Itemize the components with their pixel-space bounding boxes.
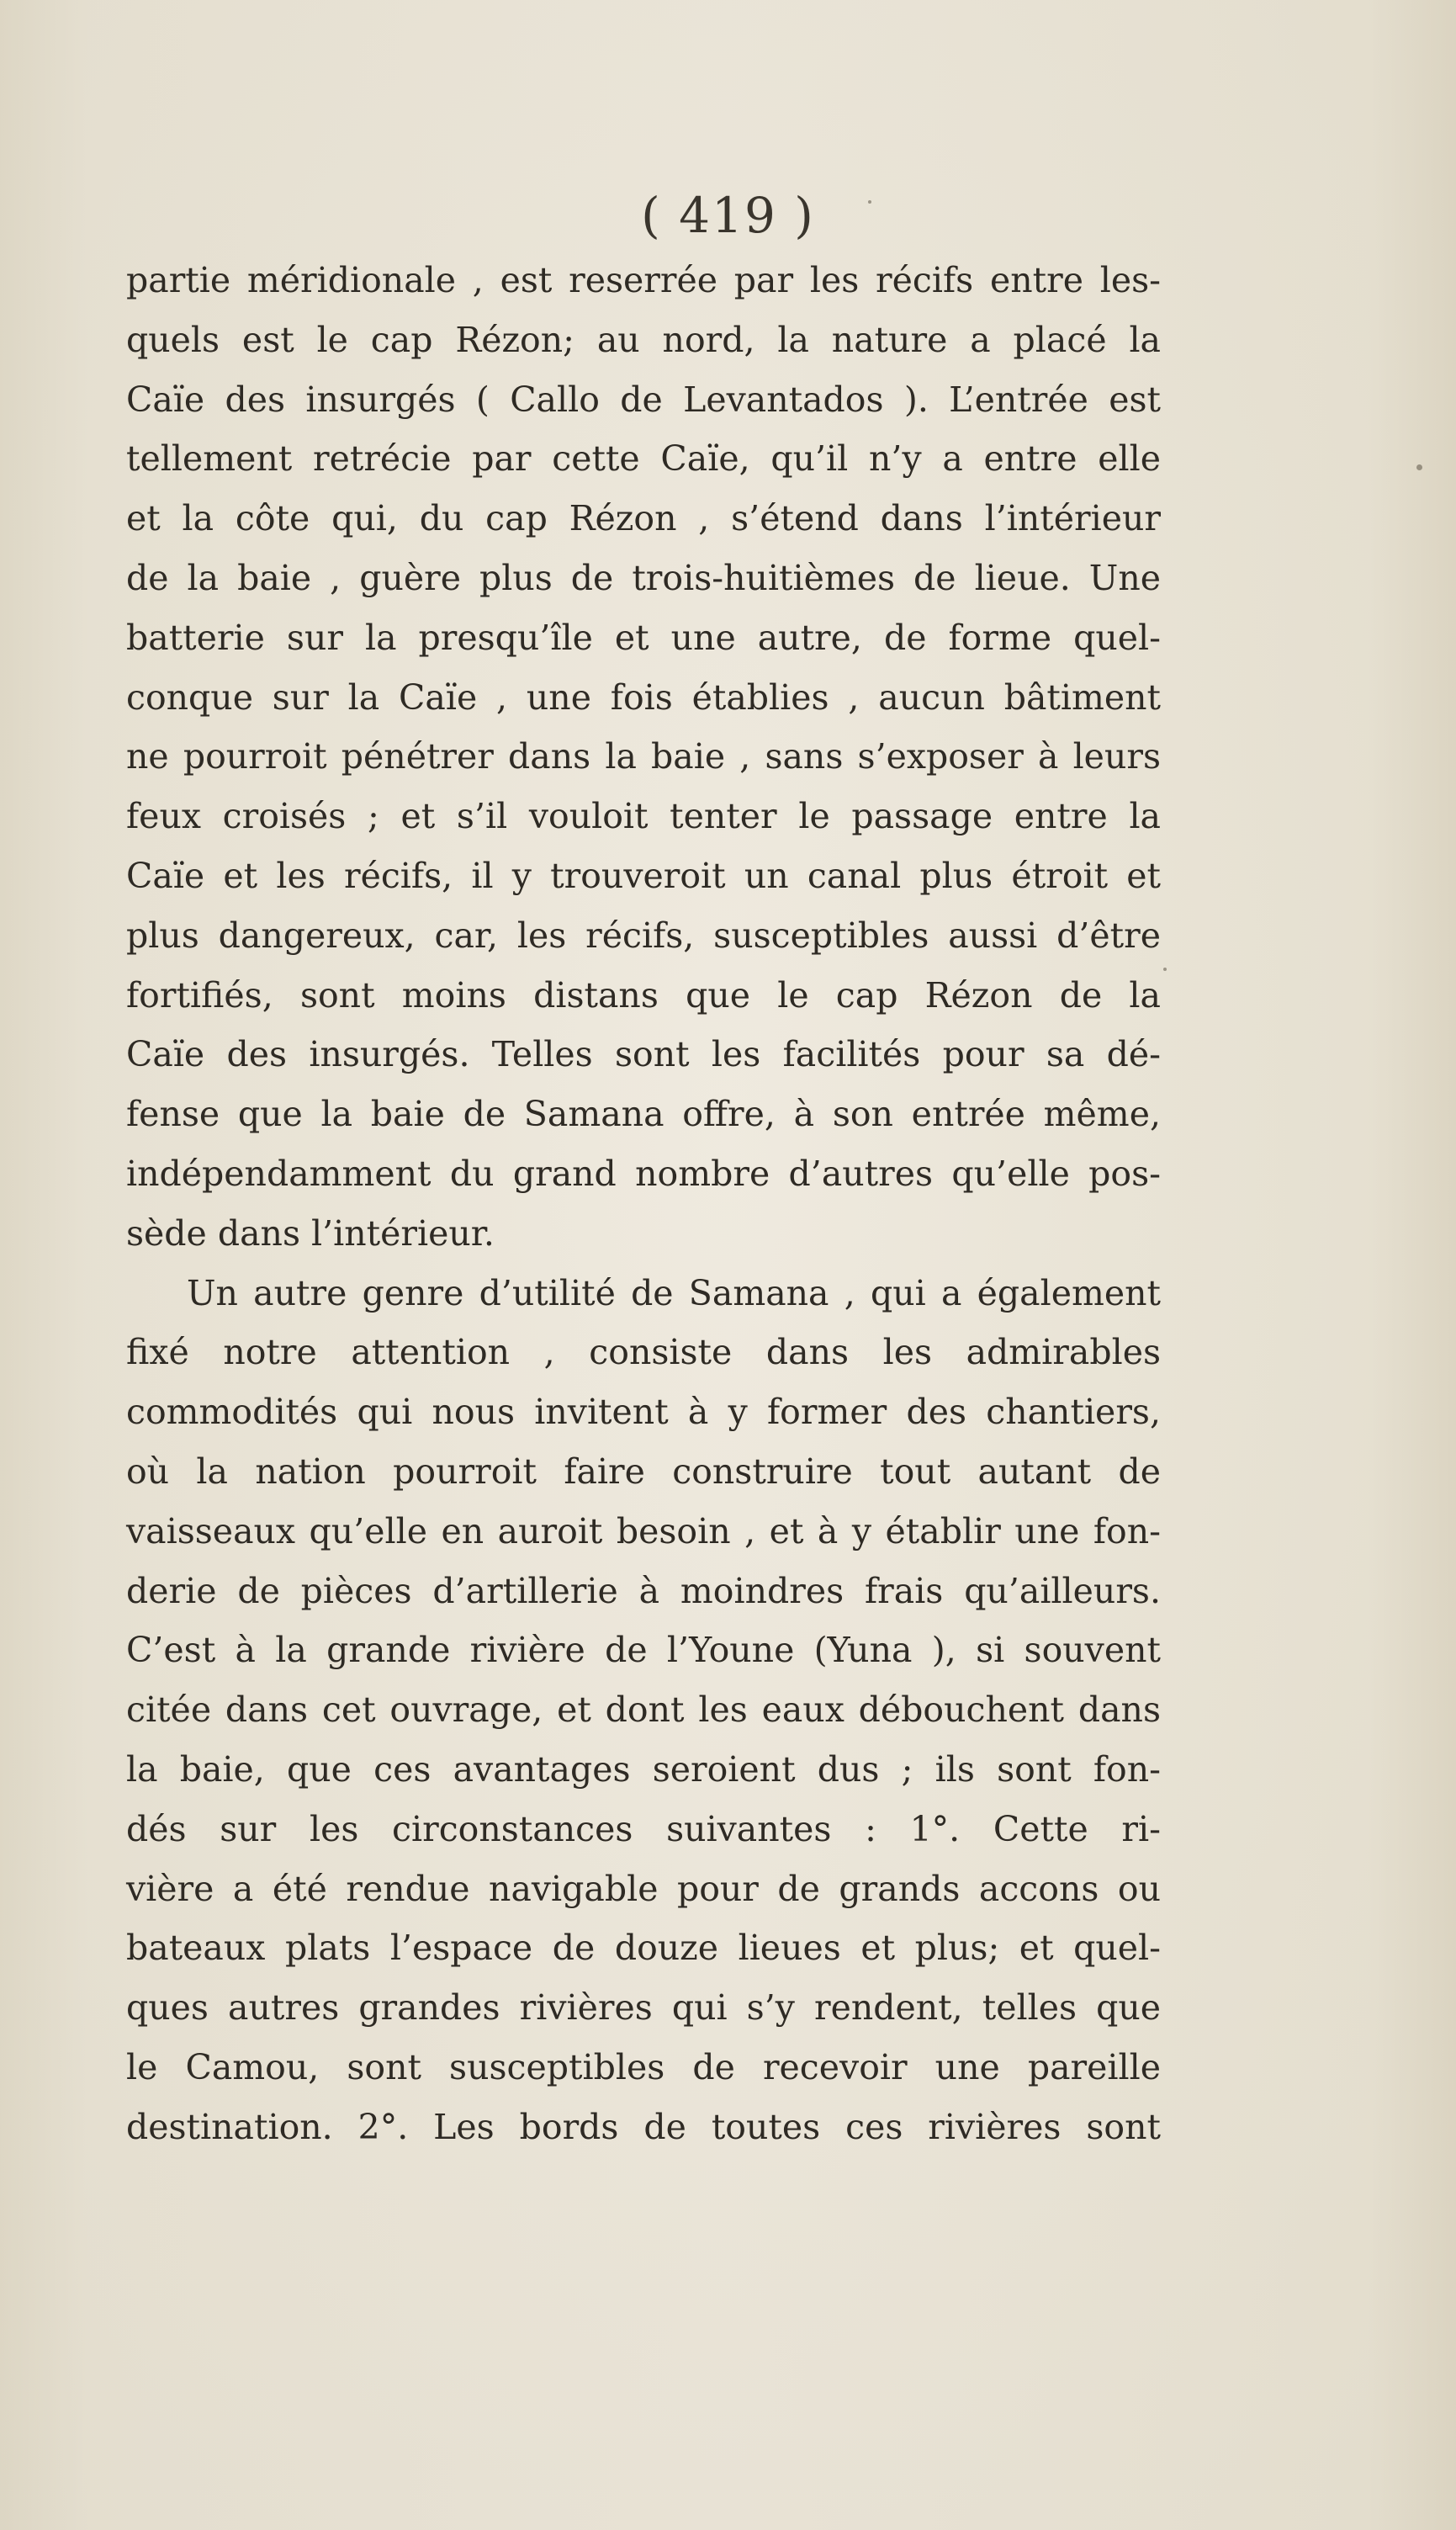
text-line: dés sur les circonstances suivantes : 1°. Cette ri-	[126, 1808, 1161, 1849]
text-line: ques autres grandes rivières qui s’y rendent, telles que	[126, 1987, 1161, 2029]
text-line: fortifiés, sont moins distans que le cap Rézon de la	[126, 974, 1161, 1016]
text-line: fense que la baie de Samana offre, à son entrée même,	[126, 1094, 1161, 1135]
text-line: destination. 2°. Les bords de toutes ces rivières sont	[126, 2106, 1161, 2147]
text-line: C’est à la grande rivière de l’Youne (Yuna ), si souvent	[126, 1630, 1161, 1671]
text-line: conque sur la Caïe , une fois établies , aucun bâtiment	[126, 676, 1161, 718]
text-line: citée dans cet ouvrage, et dont les eaux débouchent dans	[126, 1689, 1161, 1731]
text-line: vaisseaux qu’elle en auroit besoin , et à y établir une fon-	[126, 1510, 1161, 1551]
text-line: le Camou, sont susceptibles de recevoir une pareille	[126, 2046, 1161, 2087]
text-line: Un autre genre d’utilité de Samana , qui a également	[187, 1272, 1161, 1313]
text-line: commodités qui nous invitent à y former des chantiers,	[126, 1392, 1161, 1433]
text-line: où la nation pourroit faire construire tout autant de	[126, 1451, 1161, 1492]
text-line: sède dans l’intérieur.	[126, 1212, 495, 1254]
text-line: feux croisés ; et s’il vouloit tenter le passage entre la	[126, 796, 1161, 837]
text-line: Caïe et les récifs, il y trouveroit un canal plus étroit et	[126, 855, 1161, 896]
page-number: ( 419 )	[641, 187, 815, 244]
text-line: de la baie , guère plus de trois-huitièmes de lieue. Une	[126, 557, 1161, 598]
text-line: vière a été rendue navigable pour de grands accons ou	[126, 1868, 1161, 1909]
paper-speck	[1416, 464, 1422, 470]
text-line: indépendamment du grand nombre d’autres qu’elle pos-	[126, 1153, 1161, 1194]
text-line: derie de pièces d’artillerie à moindres frais qu’ailleurs.	[126, 1570, 1161, 1611]
text-line: bateaux plats l’espace de douze lieues et plus; et quel-	[126, 1928, 1161, 1969]
text-line: quels est le cap Rézon; au nord, la nature a placé la	[126, 319, 1161, 360]
text-line: Caïe des insurgés ( Callo de Levantados ). L’entrée est	[126, 379, 1161, 420]
body-text	[126, 251, 1161, 2157]
text-line: ne pourroit pénétrer dans la baie , sans s’exposer à leurs	[126, 736, 1161, 777]
text-line: et la côte qui, du cap Rézon , s’étend dans l’intérieur	[126, 498, 1161, 539]
paper-speck	[1163, 968, 1167, 971]
text-line: tellement retrécie par cette Caïe, qu’il n’y a entre elle	[126, 438, 1161, 480]
text-line: batterie sur la presqu’île et une autre, de forme quel-	[126, 617, 1161, 658]
text-line: partie méridionale , est reserrée par les récifs entre les-	[126, 260, 1161, 300]
text-line: Caïe des insurgés. Telles sont les facilités pour sa dé-	[126, 1034, 1161, 1075]
text-line: plus dangereux, car, les récifs, susceptibles aussi d’être	[126, 915, 1161, 956]
text-line: fixé notre attention , consiste dans les admirables	[126, 1332, 1161, 1373]
text-line: la baie, que ces avantages seroient dus ; ils sont fon-	[126, 1748, 1161, 1790]
